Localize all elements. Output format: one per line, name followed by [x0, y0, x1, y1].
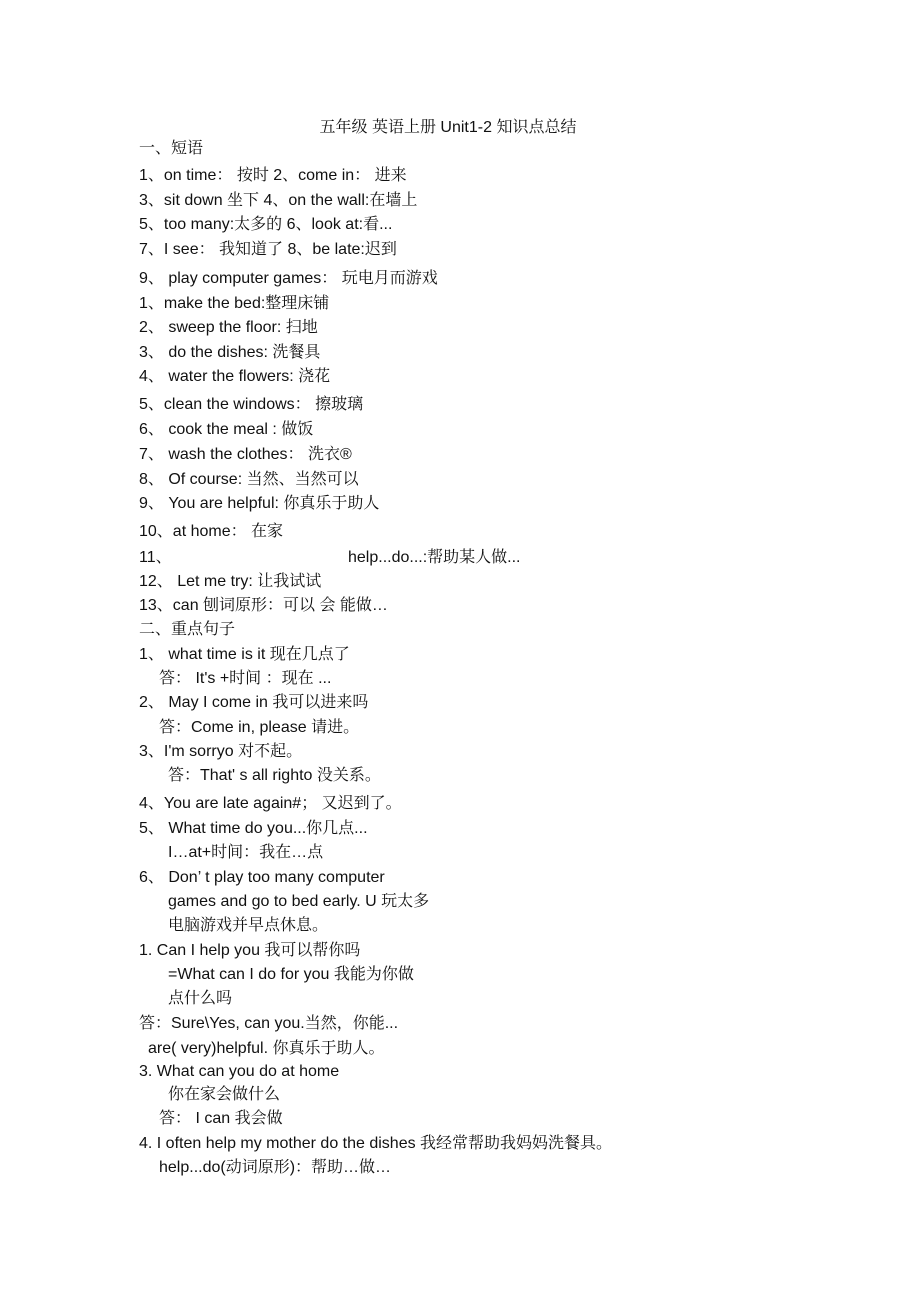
- text-line: help...do(动词原形)：帮助…做…: [159, 1159, 392, 1176]
- text-line: 10、at home： 在家: [139, 523, 284, 540]
- text-line: 答： It's +时间 ：现在 ...: [159, 670, 332, 687]
- text-line: 5、too many:太多的 6、look at:看...: [139, 216, 393, 233]
- text-line: 4、You are late again#； 又迟到了。: [139, 795, 402, 812]
- text-line: 12、 Let me try: 让我试试: [139, 573, 322, 590]
- text-line: =What can I do for you 我能为你做: [168, 966, 414, 983]
- text-line: games and go to bed early. U 玩太多: [168, 893, 430, 910]
- text-line: 3. What can you do at home: [139, 1063, 340, 1080]
- text-line: 1、 what time is it 现在几点了: [139, 646, 350, 663]
- text-line: 答：Come in, please 请进。: [159, 719, 360, 736]
- text-line: 7、I see： 我知道了 8、be late:迟到: [139, 241, 397, 258]
- text-line: 9、 You are helpful: 你真乐于助人: [139, 495, 380, 512]
- text-line: 11、: [139, 549, 172, 566]
- text-line: 4. I often help my mother do the dishes 我经常帮助我妈妈洗餐具。: [139, 1135, 613, 1152]
- text-line: are( very)helpful. 你真乐于助人。: [148, 1040, 385, 1057]
- text-line: 6、 Don’ t play too many computer: [139, 869, 385, 886]
- text-line: I…at+时间：我在…点: [168, 844, 324, 861]
- section-heading-sentences: 二、重点句子: [139, 621, 236, 638]
- text-line: 3、 do the dishes: 洗餐具: [139, 344, 321, 361]
- text-line: 1. Can I help you 我可以帮你吗: [139, 942, 361, 959]
- text-line: 7、 wash the clothes： 洗衣®: [139, 446, 352, 463]
- text-line: 8、 Of course: 当然、当然可以: [139, 471, 359, 488]
- text-line: 答：That' s all righto 没关系。: [168, 767, 381, 784]
- text-line: 电脑游戏并早点休息。: [168, 917, 329, 934]
- text-line: help...do...:帮助某人做...: [348, 549, 521, 566]
- text-line: 2、 sweep the floor: 扫地: [139, 319, 318, 336]
- text-line: 3、sit down 坐下 4、on the wall:在墙上: [139, 192, 418, 209]
- text-line: 答： I can 我会做: [159, 1110, 283, 1127]
- text-line: 9、 play computer games： 玩电月而游戏: [139, 270, 438, 287]
- text-line: 3、I'm sorryo 对不起。: [139, 743, 303, 760]
- text-line: 6、 cook the meal : 做饭: [139, 421, 314, 438]
- document-title: 五年级 英语上册 Unit1-2 知识点总结: [319, 119, 577, 136]
- text-line: 13、can 刨词原形：可以 会 能做…: [139, 597, 388, 614]
- text-line: 4、 water the flowers: 浇花: [139, 368, 331, 385]
- text-line: 1、make the bed:整理床铺: [139, 295, 330, 312]
- text-line: 答：Sure\Yes, can you.当然，你能...: [139, 1015, 399, 1032]
- text-line: 点什么吗: [168, 990, 233, 1007]
- text-line: 2、 May I come in 我可以进来吗: [139, 694, 369, 711]
- text-line: 1、on time： 按时 2、come in： 进来: [139, 167, 407, 184]
- section-heading-phrases: 一、短语: [139, 140, 204, 157]
- text-line: 你在家会做什么: [168, 1086, 281, 1103]
- text-line: 5、 What time do you...你几点...: [139, 820, 368, 837]
- text-line: 5、clean the windows： 擦玻璃: [139, 396, 364, 413]
